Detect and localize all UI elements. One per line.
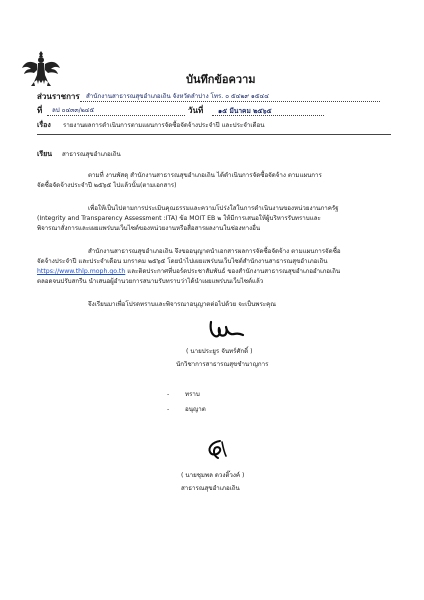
memo-title: บันทึกข้อความ bbox=[186, 73, 256, 86]
subject-label: เรื่อง bbox=[37, 121, 51, 129]
header-divider bbox=[37, 134, 391, 135]
paragraph-1-line-1: ตามที่ งานพัสดุ สำนักงานสาธารณสุขอำเภอเถิน ได้ดำเนินการจัดซื้อจัดจ้าง ตามแผนการ bbox=[88, 172, 322, 179]
reference-label: ที่ bbox=[37, 106, 43, 115]
garuda-emblem-icon bbox=[20, 48, 62, 90]
signer-1-name: ( นายประยูร จันทร์ศักดิ์ ) bbox=[186, 348, 253, 355]
paragraph-2-line-1: เพื่อให้เป็นไปตามการประเมินคุณธรรมและความโปร่งใสในการดำเนินงานของหน่วยงานภาครัฐ bbox=[88, 205, 339, 212]
signature-1-icon bbox=[207, 318, 247, 340]
paragraph-3-line-1: สำนักงานสาธารณสุขอำเภอเถิน จึงขออนุญาตนำเอกสารผลการจัดซื้อจัดจ้าง ตามแผนการจัดซื้อ bbox=[88, 248, 341, 255]
decision-dash-2: - bbox=[167, 406, 170, 413]
department-label: ส่วนราชการ bbox=[37, 92, 80, 101]
department-dotline bbox=[80, 101, 380, 102]
paragraph-1-line-2: จัดซื้อจัดจ้างประจำปี ๒๕๖๕ ไปแล้วนั้น(ตามเอกสาร) bbox=[37, 182, 177, 189]
paragraph-3-line-3-rest: และติดประกาศที่บอร์ดประชาสัมพันธ์ ของสำนักงานสาธารณสุขอำเภออำเภอเถิน bbox=[125, 268, 341, 275]
reference-dotline bbox=[47, 115, 185, 116]
paragraph-3-line-3 bbox=[37, 268, 340, 276]
closing-sentence: จึงเรียนมาเพื่อโปรดทราบและพิจารณาอนุญาตต่อไปด้วย จะเป็นพระคุณ bbox=[88, 301, 277, 308]
paragraph-2-line-2: (Integrity and Transparency Assessment :ITA) ข้อ MOIT EB ๒ ให้มีการเสนอให้ผู้บริหารรับทราบและ bbox=[37, 215, 321, 222]
date-value: ๑๕ มีนาคม ๒๕๖๕ bbox=[218, 107, 272, 115]
date-label: วันที่ bbox=[188, 106, 204, 115]
salutation-label: เรียน bbox=[37, 150, 53, 158]
signer-2-name: ( นายชุมพล ดวงติ๊วงค์ ) bbox=[181, 472, 245, 479]
website-link[interactable]: https://www.thlp.moph.go.th bbox=[37, 268, 126, 275]
paragraph-3-line-2: จัดจ้างประจำปี และประจำเดือน มกราคม ๒๕๖๕ โดยนำไปเผยแพร่บนเว็บไซต์สำนักงานสาธารณสุขอำเภอเถิน bbox=[37, 258, 328, 265]
decision-item-acknowledge: ทราบ bbox=[185, 391, 200, 398]
signer-1-position: นักวิชาการสาธารณสุขชำนาญการ bbox=[176, 361, 269, 368]
signature-2-icon bbox=[200, 438, 230, 460]
date-dotline bbox=[212, 115, 324, 116]
subject-value: รายงานผลการดำเนินการตามแผนการจัดซื้อจัดจ้างประจำปี และประจำเดือน bbox=[63, 122, 265, 129]
decision-dash-1: - bbox=[167, 391, 170, 398]
department-value: สำนักงานสาธารณสุขอำเภอเถิน จังหวัดลำปาง โทร. ๐ ๕๔๒๙ ๑๕๔๔ bbox=[86, 93, 269, 100]
paragraph-3-line-4: ตลอดจนปรับสกรีน นำเสนอผู้อำนวยการสนามรับทราบว่าได้นำเผยแพร่บนเว็บไซต์แล้ว bbox=[37, 278, 264, 285]
paragraph-2-line-3: พิจารณาสั่งการและเผยแพร่บนเว็บไซต์ของหน่วยงานหรือสื่อสารผลงานในช่องทางอื่น bbox=[37, 225, 261, 232]
decision-item-approve: อนุญาต bbox=[185, 406, 206, 413]
signer-2-position: สาธารณสุขอำเภอเถิน bbox=[181, 485, 240, 492]
reference-value: ลป ๐๔๓๓/๒๔๕ bbox=[52, 107, 95, 114]
salutation-value: สาธารณสุขอำเภอเถิน bbox=[62, 151, 121, 158]
